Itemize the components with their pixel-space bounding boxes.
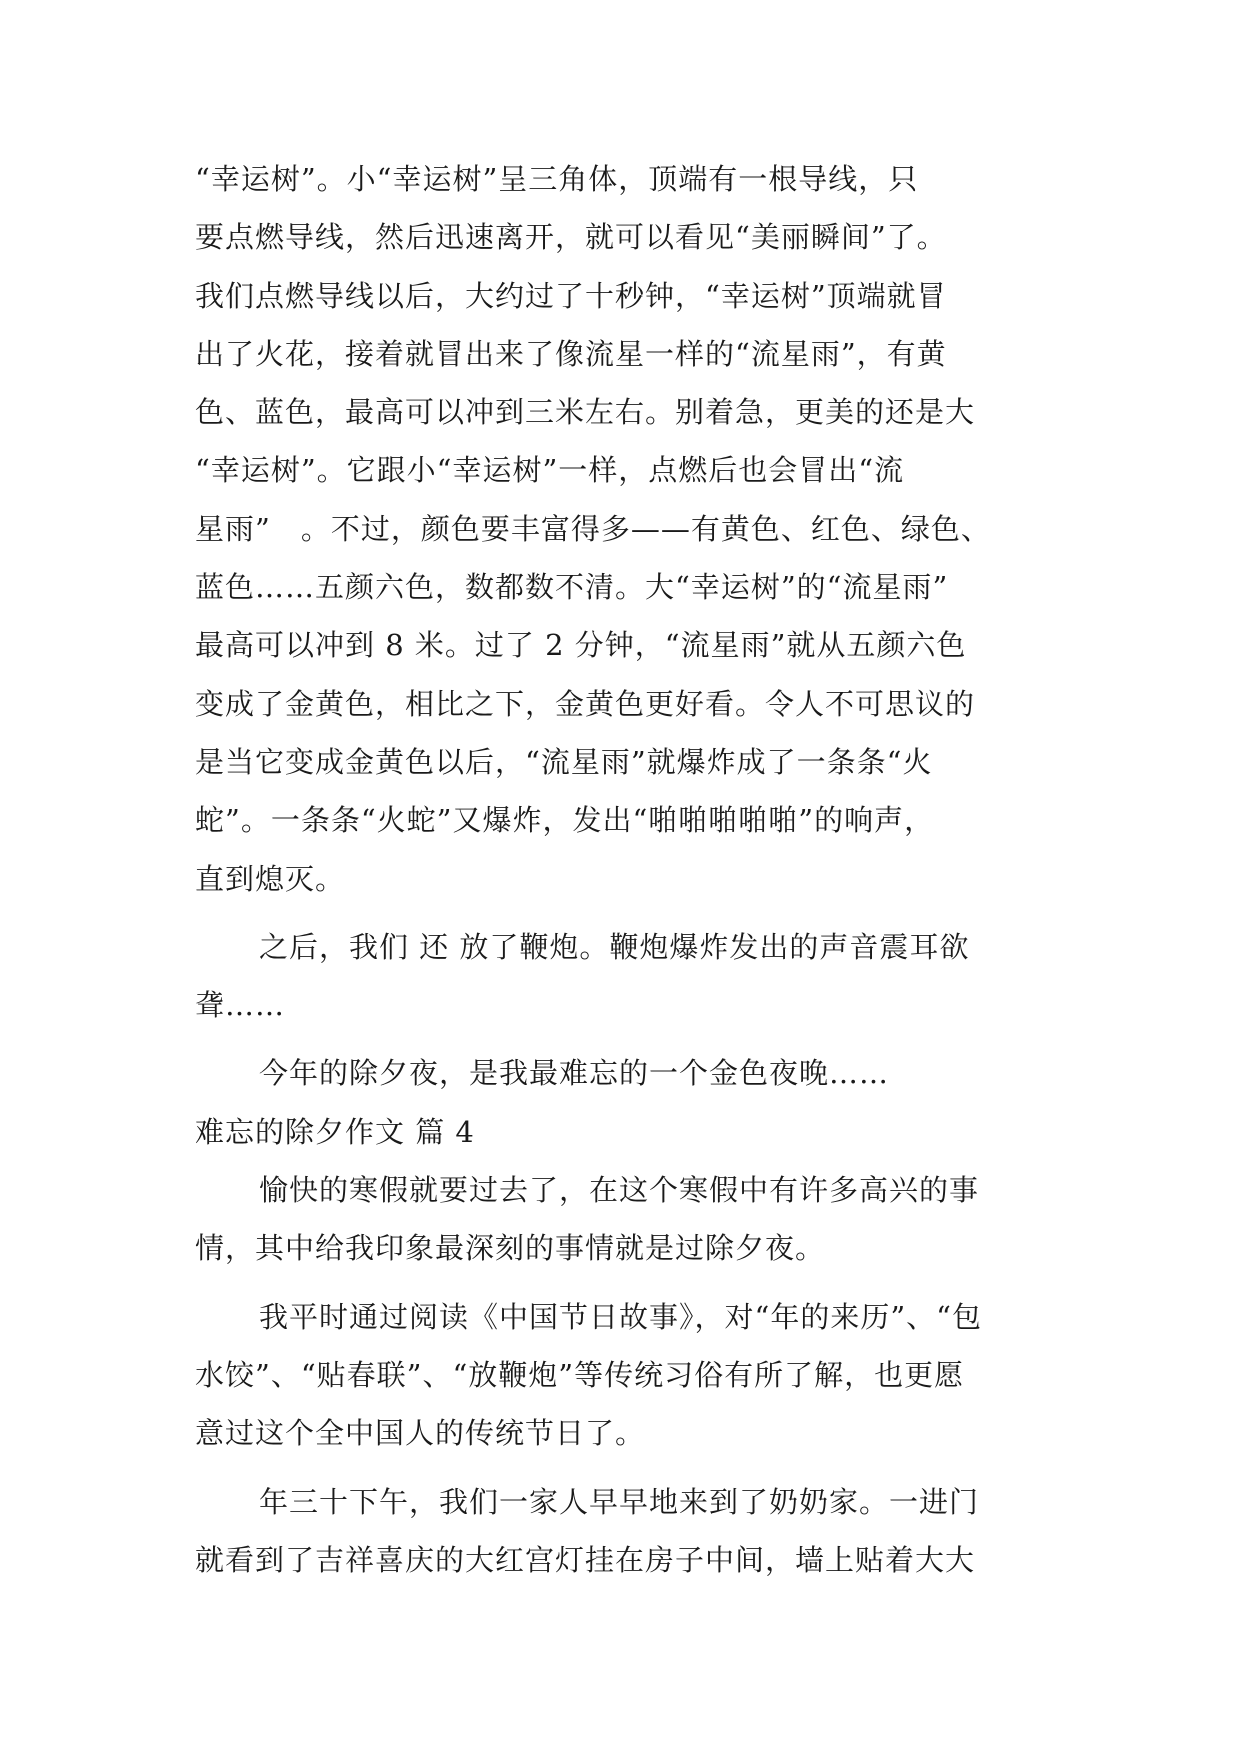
paragraph-start-line: 年三十下午，我们一家人早早地来到了奶奶家。一进门: [259, 1484, 980, 1519]
text-line: 最高可以冲到 8 米。过了 2 分钟，“流星雨”就从五颜六色: [195, 628, 967, 663]
text-line: 色、蓝色，最高可以冲到三米左右。别着急，更美的还是大: [195, 395, 976, 430]
text-line: 聋……: [195, 988, 286, 1023]
text-line: 蛇”。一条条“火蛇”又爆炸，发出“啪啪啪啪啪”的响声，: [195, 803, 935, 838]
section-heading: 难忘的除夕作文 篇 4: [195, 1114, 475, 1149]
text-line: 水饺”、“贴春联”、“放鞭炮”等传统习俗有所了解，也更愿: [195, 1357, 965, 1392]
text-line: 出了火花，接着就冒出来了像流星一样的“流星雨”，有黄: [195, 336, 947, 371]
text-line: 我们点燃导线以后，大约过了十秒钟，“幸运树”顶端就冒: [195, 278, 947, 313]
text-line: 直到熄灭。: [195, 861, 346, 896]
text-line: 是当它变成金黄色以后，“流星雨”就爆炸成了一条条“火: [195, 744, 933, 779]
text-line: 变成了金黄色，相比之下，金黄色更好看。令人不可思议的: [195, 686, 976, 721]
text-line: 要点燃导线，然后迅速离开，就可以看见“美丽瞬间”了。: [195, 220, 947, 255]
text-line: 就看到了吉祥喜庆的大红宫灯挂在房子中间，墙上贴着大大: [195, 1542, 976, 1577]
text-line: 蓝色……五颜六色，数都数不清。大“幸运树”的“流星雨”: [195, 570, 949, 605]
paragraph-start-line: 我平时通过阅读《中国节日故事》，对“年的来历”、“包: [259, 1299, 982, 1334]
text-line: 星雨” 。不过，颜色要丰富得多——有黄色、红色、绿色、: [195, 511, 991, 546]
text-line: “幸运树”。它跟小“幸运树”一样，点燃后也会冒出“流: [195, 453, 905, 488]
paragraph-start-line: 今年的除夕夜，是我最难忘的一个金色夜晚……: [259, 1056, 890, 1091]
text-line: 情，其中给我印象最深刻的事情就是过除夕夜。: [195, 1231, 826, 1266]
paragraph-start-line: 之后，我们 还 放了鞭炮。鞭炮爆炸发出的声音震耳欲: [259, 929, 970, 964]
paragraph-start-line: 愉快的寒假就要过去了，在这个寒假中有许多高兴的事: [259, 1173, 980, 1208]
document-page: [195, 150, 1075, 1589]
text-line: “幸运树”。小“幸运树”呈三角体，顶端有一根导线，只: [195, 162, 919, 196]
text-line: 意过这个全中国人的传统节日了。: [195, 1416, 646, 1451]
